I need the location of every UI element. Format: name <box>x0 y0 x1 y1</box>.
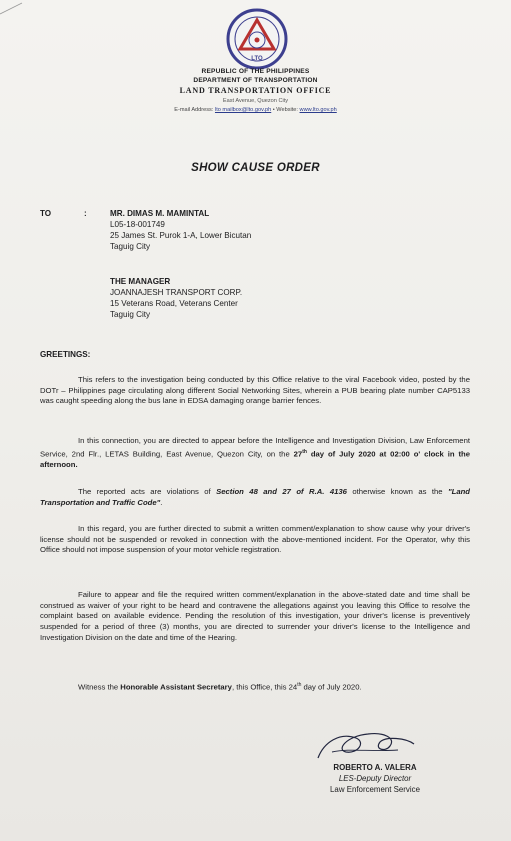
witness-month-year: day of July 2020. <box>301 682 362 692</box>
operator-city: Taguig City <box>110 310 151 319</box>
greeting: GREETINGS: <box>40 350 91 359</box>
recipient-address: 25 James St. Purok 1-A, Lower Bicutan <box>110 231 252 240</box>
violations-period: . <box>160 497 163 507</box>
paragraph-violations <box>40 487 470 508</box>
handwritten-signature <box>310 722 420 768</box>
recipient-name: MR. DIMAS M. MAMINTAL <box>110 209 210 218</box>
website-link[interactable]: www.lto.gov.ph <box>299 107 337 113</box>
hearing-text: In this connection, you are directed to appear before the Intelligence and Investigation Division, Law Enforcement Service, 2nd Flr., LETAS Building, East Avenue, Quezon City, on the <box>40 436 470 459</box>
paragraph-witness <box>40 680 470 693</box>
document-title: SHOW CAUSE ORDER <box>191 162 320 174</box>
recipient-driver <box>110 208 251 252</box>
seal-text: LTO <box>251 56 263 62</box>
witness-date: , this Office, this 24 <box>231 682 298 692</box>
operator-company: JOANNAJESH TRANSPORT CORP. <box>110 288 243 297</box>
signatory-title: LES-Deputy Director <box>338 774 412 783</box>
paragraph-investigation-text: This refers to the investigation being conducted by this Office relative to the viral Facebook video, posted by the DOTr – Philippines page circulating along different Social Networking Sites, wherein a PUB bearing plate number CAP5133 was caught speeding along the bus lane in EDSA damaging orange barrier fences. <box>40 375 470 406</box>
hearing-date-time: day of July 2020 at 02:00 o' clock in the afternoon. <box>40 449 470 469</box>
hearing-day-suffix: th <box>302 448 307 455</box>
paragraph-failure <box>40 590 470 644</box>
paragraph-hearing <box>40 436 470 471</box>
operator-address: 15 Veterans Road, Veterans Center <box>110 299 238 308</box>
witness-text: Witness the <box>78 682 121 692</box>
recipient-operator <box>110 276 242 320</box>
violations-text: The reported acts are violations of <box>78 487 217 496</box>
violations-sections: Section 48 and 27 of R.A. 4136 <box>216 487 347 496</box>
lto-seal-logo <box>226 8 288 70</box>
paragraph-explanation <box>40 524 470 556</box>
paragraph-failure-text: Failure to appear and file the required written comment/explanation in the above-stated date and time shall be construed as waiver of your right to be heard and contravene the allegations against you leaving this Office to resolve the complaint based on available evidence. Pending the resolution of this investigation, your driver's license is preventively suspended for a period of three (3) months, you are directed to surrender your driver's license to the Intelligence and Investigation Division on the date and time of the Hearing. <box>40 590 470 642</box>
witness-official: Honorable Assistant Secretary <box>120 682 232 692</box>
paragraph-investigation <box>40 375 470 407</box>
violations-code-name: "Land Transportation and Traffic Code" <box>40 487 471 507</box>
to-colon: : <box>84 209 87 218</box>
website-label: • Website: <box>272 107 298 113</box>
to-label: TO <box>40 209 52 218</box>
signatory-name: ROBERTO A. VALERA <box>333 763 417 772</box>
violations-known-as: otherwise known as the <box>346 487 448 496</box>
recipient-city: Taguig City <box>110 242 151 251</box>
office-line: LAND TRANSPORTATION OFFICE <box>179 86 332 95</box>
signatory-unit: Law Enforcement Service <box>330 785 420 794</box>
email-label: E-mail Address: <box>174 107 214 113</box>
paragraph-explanation-text: In this regard, you are further directed to submit a written comment/explanation to show cause why your driver's license should not be suspended or revoked in connection with the above-mentioned incident. For the Operator, why this Office should not impose suspension of your motor vehicle registration. <box>40 524 470 555</box>
operator-title: THE MANAGER <box>110 277 171 286</box>
location-line: East Avenue, Quezon City <box>222 98 289 104</box>
recipient-license-number: L05-18-001749 <box>110 220 165 229</box>
hearing-day: 27 <box>293 449 303 459</box>
witness-day-suffix: th <box>297 682 302 688</box>
email-link[interactable]: lto mailbox@lto.gov.ph <box>214 107 272 113</box>
department-line: DEPARTMENT OF TRANSPORTATION <box>193 77 318 84</box>
page-fold-mark <box>0 0 40 20</box>
contact-line <box>0 107 511 113</box>
republic-line: REPUBLIC OF THE PHILIPPINES <box>201 68 310 75</box>
